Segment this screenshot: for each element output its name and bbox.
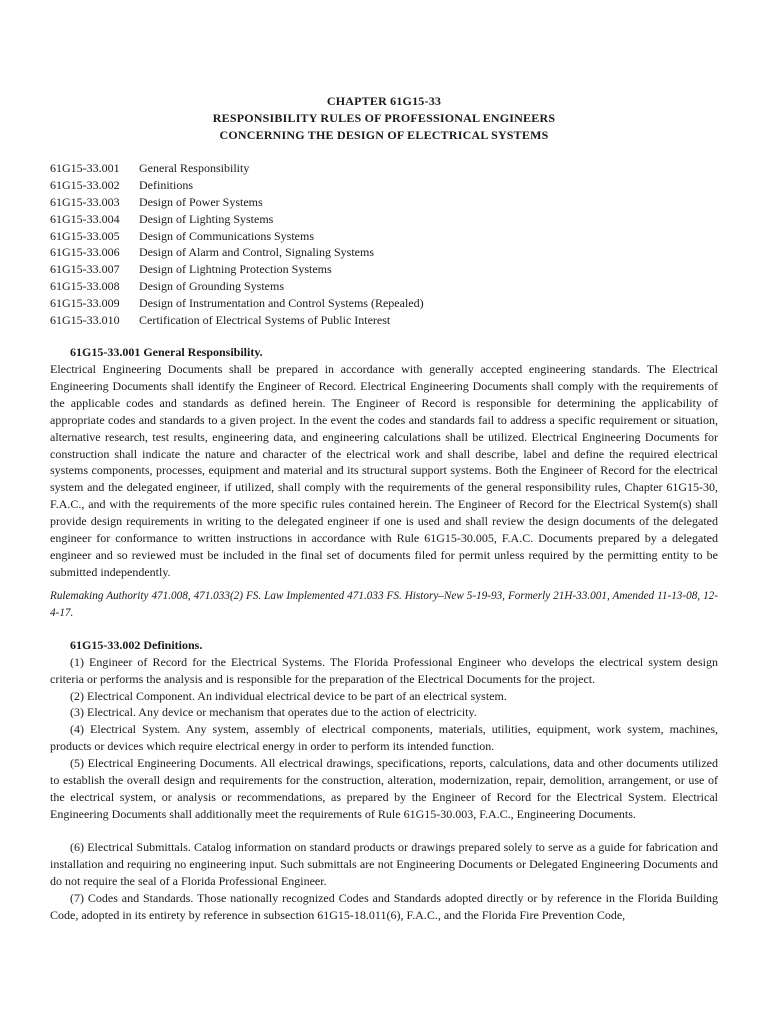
toc-rule-number: 61G15-33.008	[50, 279, 120, 293]
toc-rule-title: Design of Instrumentation and Control Systems (Repealed)	[139, 296, 424, 310]
section-body-general-responsibility: Electrical Engineering Documents shall be prepared in accordance with generally accepted engineering standards. The Electrical Engineering Documents shall identify the Engineer of Record. Electrical Engineering Documents shall comply with the requirements of the applicable codes and standards as defined herein. The Engineer of Record is responsible for determining the applicability of appropriate codes and standards to a given project. In the event the codes and standards fail to address a specific requirement or situation, alternative research, test results, engineering data, and engineering calculations shall be utilized. Electrical Engineering Documents for construction shall indicate the nature and character of the electrical work and shall describe, label and define the required electrical systems components, processes, equipment and material and its structural support systems. Both the Engineer of Record for the electrical system and the delegated engineer, if utilized, shall comply with the requirements of the general responsibility rules, Chapter 61G15-30, F.A.C., and with the requirements of the more specific rules contained herein. The Engineer of Record for the Electrical System(s) shall provide design requirements in writing to the delegated engineer if one is used and shall review the design documents of the delegated engineer for conformance to written instructions in accordance with Rule 61G15-30.005, F.A.C. Documents prepared by a delegated engineer and so reviewed must be included in the final set of documents filed for permit unless required by the permitting entity to be submitted independently.	[50, 362, 718, 579]
chapter-title-line-2: CONCERNING THE DESIGN OF ELECTRICAL SYSTEMS	[219, 128, 549, 142]
toc-rule-title: Design of Lighting Systems	[139, 212, 274, 226]
toc-rule-title: Design of Lightning Protection Systems	[139, 262, 332, 276]
definition-item: (5) Electrical Engineering Documents. All electrical drawings, specifications, reports, calculations, data and other documents utilized to establish the overall design and requirements for the construction, alteration, modernization, repair, demolition, arrangement, or use of the electrical system, or analysis or recommendations, as prepared by the Engineer of Record for the Electrical System. Electrical Engineering Documents shall additionally meet the requirements of Rule 61G15-30.003, F.A.C., Engineering Documents.	[50, 756, 718, 821]
toc-rule-number: 61G15-33.001	[50, 161, 120, 175]
toc-rule-number: 61G15-33.009	[50, 296, 120, 310]
toc-rule-number: 61G15-33.004	[50, 212, 120, 226]
definition-item: (2) Electrical Component. An individual electrical device to be part of an electrical system.	[70, 689, 507, 703]
toc-rule-title: Design of Power Systems	[139, 195, 263, 209]
toc-rule-title: Design of Alarm and Control, Signaling Systems	[139, 245, 374, 259]
definition-item: (4) Electrical System. Any system, assembly of electrical components, materials, utilities, equipment, work system, machines, products or devices which require electrical energy in order to perform its intended function.	[50, 722, 718, 753]
definition-item: (7) Codes and Standards. Those nationally recognized Codes and Standards adopted directly or by reference in the Florida Building Code, adopted in its entirety by reference in subsection 61G15-18.011(6), F.A.C., and the Florida Fire Prevention Code,	[50, 891, 718, 922]
toc-rule-number: 61G15-33.006	[50, 245, 120, 259]
toc-rule-number: 61G15-33.005	[50, 229, 120, 243]
chapter-heading: CHAPTER 61G15-33	[326, 94, 442, 108]
toc-rule-title: Design of Communications Systems	[139, 229, 314, 243]
toc-rule-number: 61G15-33.003	[50, 195, 120, 209]
section-title-general-responsibility: 61G15-33.001 General Responsibility.	[70, 345, 263, 359]
toc-rule-title: Design of Grounding Systems	[139, 279, 284, 293]
definition-item: (1) Engineer of Record for the Electrical Systems. The Florida Professional Engineer who develops the electrical system design criteria or performs the analysis and is responsible for the preparation of the Electrical Documents for the project.	[50, 655, 718, 686]
toc-rule-title: Definitions	[139, 178, 193, 192]
section-title-definitions: 61G15-33.002 Definitions.	[70, 638, 203, 652]
toc-rule-title: General Responsibility	[139, 161, 250, 175]
toc-rule-number: 61G15-33.002	[50, 178, 120, 192]
toc-rule-title: Certification of Electrical Systems of Public Interest	[139, 313, 391, 327]
definition-item: (3) Electrical. Any device or mechanism that operates due to the action of electricity.	[70, 705, 477, 719]
chapter-title-line-1: RESPONSIBILITY RULES OF PROFESSIONAL ENGINEERS	[212, 111, 556, 125]
rulemaking-history-note: Rulemaking Authority 471.008, 471.033(2) FS. Law Implemented 471.033 FS. History–New 5-19-93, Formerly 21H-33.001, Amended 11-13-08, 12-4-17.	[50, 590, 718, 619]
definition-item: (6) Electrical Submittals. Catalog information on standard products or drawings prepared solely to serve as a guide for fabrication and installation and requiring no engineering input. Such submittals are not Engineering Documents or Delegated Engineering Documents and do not require the seal of a Florida Professional Engineer.	[50, 840, 718, 888]
toc-rule-number: 61G15-33.007	[50, 262, 120, 276]
toc-rule-number: 61G15-33.010	[50, 313, 120, 327]
